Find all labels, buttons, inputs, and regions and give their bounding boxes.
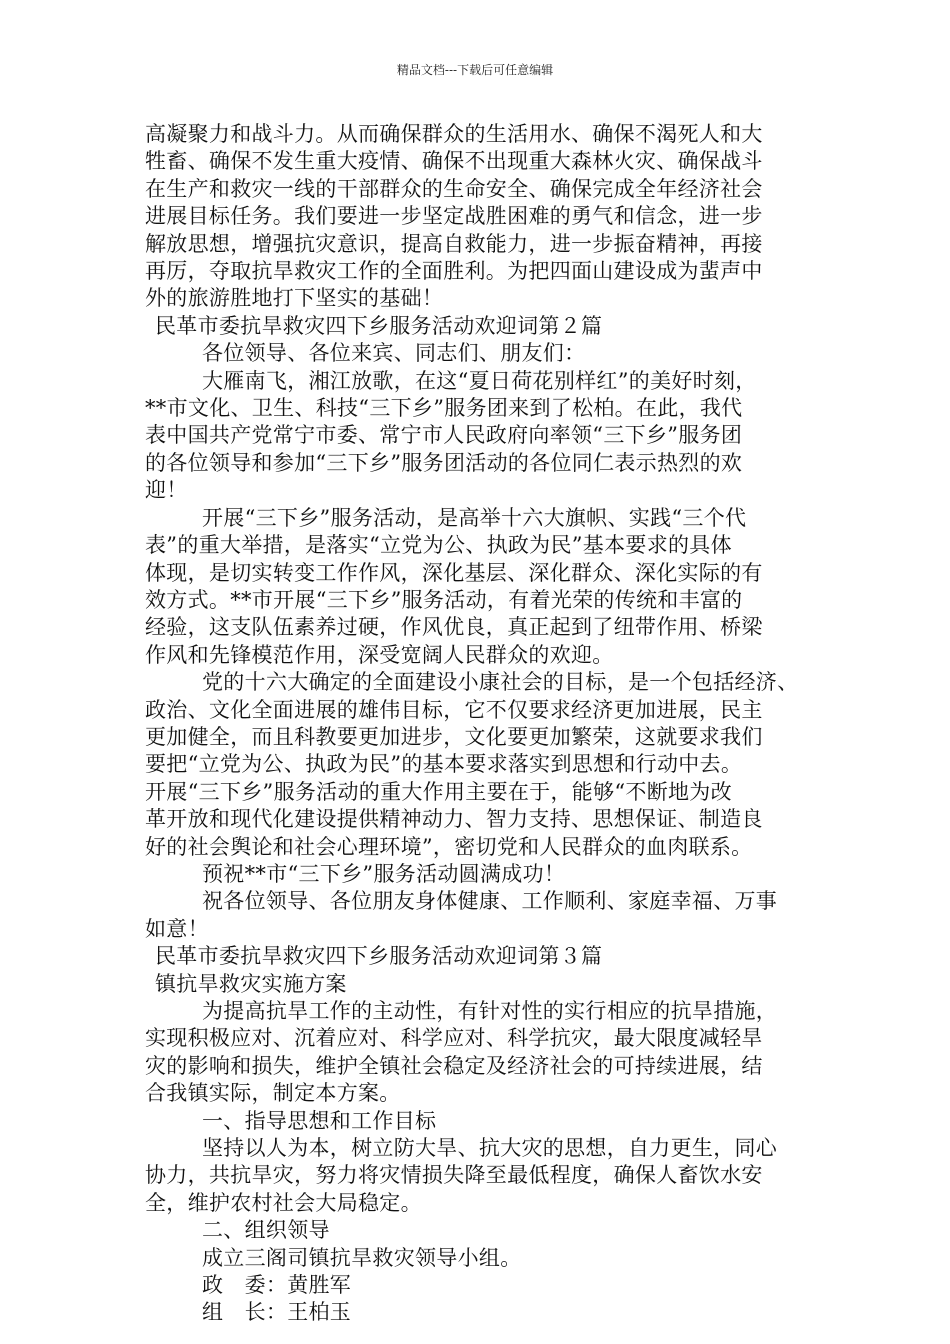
body-line: 要把“立党为公、执政为民”的基本要求落实到思想和行动中去。 — [145, 752, 743, 777]
body-line: 革开放和现代化建设提供精神动力、智力支持、思想保证、制造良 — [145, 807, 763, 832]
body-line: 开展“三下乡”服务活动，是高举十六大旗帜、实践“三个代 — [202, 505, 747, 530]
member-line: 政 委：黄胜军 — [202, 1273, 352, 1298]
body-line: 外的旅游胜地打下坚实的基础！ — [145, 286, 444, 311]
body-line: 如意！ — [145, 916, 209, 941]
body-line: 更加健全，而且科教要更加进步，文化要更加繁荣，这就要求我们 — [145, 724, 763, 749]
body-line: 大雁南飞，湘江放歌，在这“夏日荷花别样红”的美好时刻， — [202, 368, 757, 393]
body-line: 开展“三下乡”服务活动的重大作用主要在于，能够“不断地为改 — [145, 779, 732, 804]
salutation: 各位领导、各位来宾、同志们、朋友们： — [202, 341, 586, 366]
body-line: 协力，共抗旱灾，努力将灾情损失降至最低程度，确保人畜饮水安 — [145, 1163, 763, 1188]
body-line: 再厉，夺取抗旱救灾工作的全面胜利。为把四面山建设成为蜚声中 — [145, 259, 763, 284]
body-line: 效方式。**市开展“三下乡”服务活动，有着光荣的传统和丰富的 — [145, 587, 743, 612]
body-line: 的各位领导和参加“三下乡”服务团活动的各位同仁表示热烈的欢 — [145, 450, 743, 475]
section-title: 民革市委抗旱救灾四下乡服务活动欢迎词第３篇 — [155, 944, 603, 969]
body-line: 党的十六大确定的全面建设小康社会的目标，是一个包括经济、 — [202, 670, 799, 695]
body-line: 解放思想，增强抗灾意识，提高自救能力，进一步振奋精神，再接 — [145, 231, 763, 256]
body-line: 表中国共产党常宁市委、常宁市人民政府向率领“三下乡”服务团 — [145, 423, 743, 448]
section-title: 民革市委抗旱救灾四下乡服务活动欢迎词第２篇 — [155, 313, 603, 338]
body-line: 体现，是切实转变工作作风，深化基层、深化群众、深化实际的有 — [145, 560, 763, 585]
page-header: 精品文档---下载后可任意编辑 — [396, 63, 554, 77]
body-line: 作风和先锋模范作用，深受宽阔人民群众的欢迎。 — [145, 642, 614, 667]
body-line: 经验，这支队伍素养过硬，作风优良，真正起到了纽带作用、桥梁 — [145, 615, 763, 640]
body-line: 坚持以人为本，树立防大旱、抗大灾的思想，自力更生，同心 — [202, 1136, 778, 1161]
body-line: 好的社会舆论和社会心理环境”，密切党和人民群众的血肉联系。 — [145, 834, 753, 859]
body-line: 合我镇实际，制定本方案。 — [145, 1081, 401, 1106]
body-line: 全，维护农村社会大局稳定。 — [145, 1190, 422, 1215]
body-line: 政治、文化全面进展的雄伟目标，它不仅要求经济更加进展，民主 — [145, 697, 763, 722]
subsection-title: 镇抗旱救灾实施方案 — [155, 971, 347, 996]
heading-item: 一、指导思想和工作目标 — [202, 1108, 437, 1133]
body-line: 牲畜、确保不发生重大疫情、确保不出现重大森林火灾、确保战斗 — [145, 149, 763, 174]
member-line: 组 长：王柏玉 — [202, 1300, 352, 1325]
body-line: 迎！ — [145, 478, 188, 503]
body-line: 表”的重大举措，是落实“立党为公、执政为民”基本要求的具体 — [145, 533, 732, 558]
body-line: **市文化、卫生、科技“三下乡”服务团来到了松柏。在此，我代 — [145, 396, 743, 421]
body-line: 为提高抗旱工作的主动性，有针对性的实行相应的抗旱措施， — [202, 999, 778, 1023]
body-line: 实现积极应对、沉着应对、科学应对、科学抗灾，最大限度减轻旱 — [145, 1026, 763, 1051]
body-line: 祝各位领导、各位朋友身体健康、工作顺利、家庭幸福、万事 — [202, 889, 778, 914]
body-line: 进展目标任务。我们要进一步坚定战胜困难的勇气和信念，进一步 — [145, 204, 763, 229]
body-line: 在生产和救灾一线的干部群众的生命安全、确保完成全年经济社会 — [145, 176, 763, 201]
body-line: 成立三阁司镇抗旱救灾领导小组。 — [202, 1245, 522, 1270]
document-body — [145, 121, 810, 1327]
body-line: 灾的影响和损失，维护全镇社会稳定及经济社会的可持续进展，结 — [145, 1053, 763, 1078]
body-line: 高凝聚力和战斗力。从而确保群众的生活用水、确保不渴死人和大 — [145, 122, 763, 146]
heading-item: 二、组织领导 — [202, 1218, 330, 1243]
body-line: 预祝**市“三下乡”服务活动圆满成功！ — [202, 861, 566, 886]
